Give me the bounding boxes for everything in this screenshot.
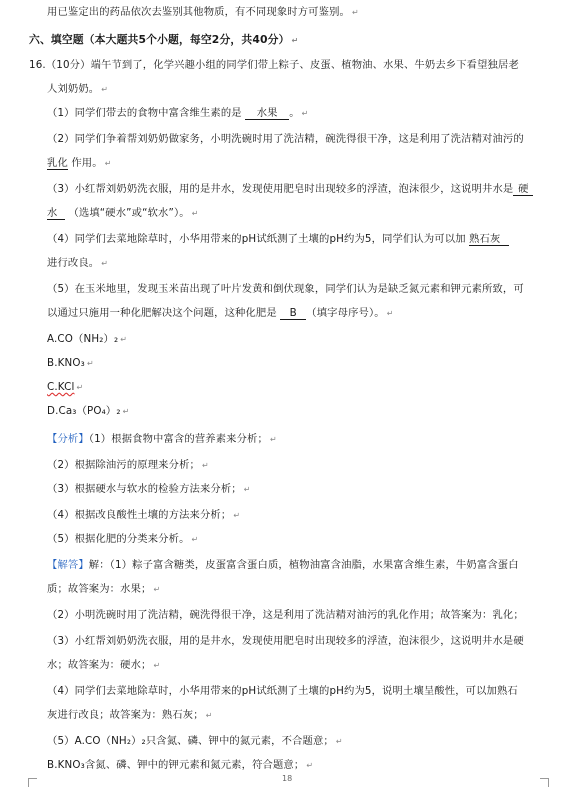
question-part-3-cont: 水 （选填“硬水”或“软水”）。 ↵	[47, 207, 199, 219]
answer-line: 灰进行改良；故答案为：熟石灰； ↵	[47, 709, 213, 721]
option-d: D.Ca₃（PO₄）₂ ↵	[47, 405, 130, 417]
question-16-stem-cont: 人刘奶奶。 ↵	[47, 83, 109, 95]
answer-line: （4）同学们去菜地除草时，小华用带来的pH试纸测了土壤的pH约为5，说明土壤呈酸性，可以加熟石	[47, 685, 518, 697]
answer-line: B.KNO₃含氮、磷、钾中的钾元素和氮元素，符合题意； ↵	[47, 759, 314, 771]
answer-blank: 乳化	[47, 157, 68, 169]
answer-line: 水；故答案为：硬水； ↵	[47, 659, 161, 671]
question-part-2: （2）同学们争着帮刘奶奶做家务，小明洗碗时用了洗洁精，碗洗得很干净，这是利用了洗洁精对油污的	[47, 133, 524, 145]
analysis-line: （5）根据化肥的分类来分析。 ↵	[47, 533, 199, 545]
option-a: A.CO（NH₂）₂ ↵	[47, 333, 128, 345]
analysis-line: （2）根据除油污的原理来分析； ↵	[47, 459, 209, 471]
page-number: 18	[282, 774, 293, 783]
option-c: C.KCl ↵	[47, 381, 84, 393]
answer-line: 【解答】解：（1）粽子富含糖类，皮蛋富含蛋白质，植物油富含油脂，水果富含维生素，牛奶富含蛋白	[47, 559, 519, 571]
text-line: 用已鉴定出的药品依次去鉴别其他物质，有不同现象时方可鉴别。 ↵	[47, 6, 359, 18]
page-corner-mark	[540, 778, 549, 787]
answer-line: （5）A.CO（NH₂）₂只含氮、磷、钾中的氮元素，不合题意； ↵	[47, 735, 343, 747]
question-part-1: （1）同学们带去的食物中富含维生素的是 水果 。 ↵	[47, 107, 309, 119]
answer-line: （3）小红帮刘奶奶洗衣服，用的是井水，发现使用肥皂时出现较多的浮渣，泡沫很少，这说明井水是硬	[47, 635, 524, 647]
section-heading: 六、填空题（本大题共5个小题，每空2分，共40分） ↵	[29, 33, 299, 46]
analysis-tag: 【分析】	[47, 433, 89, 445]
question-part-5-cont: 以通过只施用一种化肥解决这个问题，这种化肥是 B （填字母序号）。 ↵	[47, 307, 394, 319]
answer-blank: B	[280, 307, 306, 320]
answer-line: 质；故答案为：水果； ↵	[47, 583, 161, 595]
analysis-line: （3）根据硬水与软水的检验方法来分析； ↵	[47, 483, 251, 495]
question-part-3: （3）小红帮刘奶奶洗衣服，用的是井水，发现使用肥皂时出现较多的浮渣，泡沫很少，这说明井水是 硬	[47, 182, 533, 196]
analysis-line: 【分析】（1）根据食物中富含的营养素来分析； ↵	[47, 433, 277, 445]
answer-blank: 硬	[513, 183, 533, 196]
answer-line: （2）小明洗碗时用了洗洁精，碗洗得很干净，这是利用了洗洁精对油污的乳化作用；故答案为：乳化；	[47, 609, 524, 621]
question-part-5: （5）在玉米地里，发现玉米苗出现了叶片发黄和倒伏现象，同学们认为是缺乏氮元素和钾元素所致，可	[47, 283, 524, 295]
question-part-4: （4）同学们去菜地除草时，小华用带来的pH试纸测了土壤的pH约为5，同学们认为可以加 熟石灰	[47, 232, 509, 246]
question-part-2-cont: 乳化 作用。 ↵	[47, 157, 112, 169]
option-b: B.KNO₃ ↵	[47, 357, 94, 369]
page-corner-mark	[28, 778, 37, 787]
question-16-stem: 16.（10分）端午节到了，化学兴趣小组的同学们带上粽子、皮蛋、植物油、水果、牛奶去乡下看望独居老	[29, 59, 519, 71]
question-part-4-cont: 进行改良。 ↵	[47, 257, 109, 269]
answer-tag: 【解答】	[47, 559, 89, 571]
answer-blank: 水	[47, 207, 65, 220]
answer-blank: 熟石灰	[469, 233, 509, 246]
answer-blank: 水果	[245, 107, 289, 120]
analysis-line: （4）根据改良酸性土壤的方法来分析； ↵	[47, 509, 241, 521]
